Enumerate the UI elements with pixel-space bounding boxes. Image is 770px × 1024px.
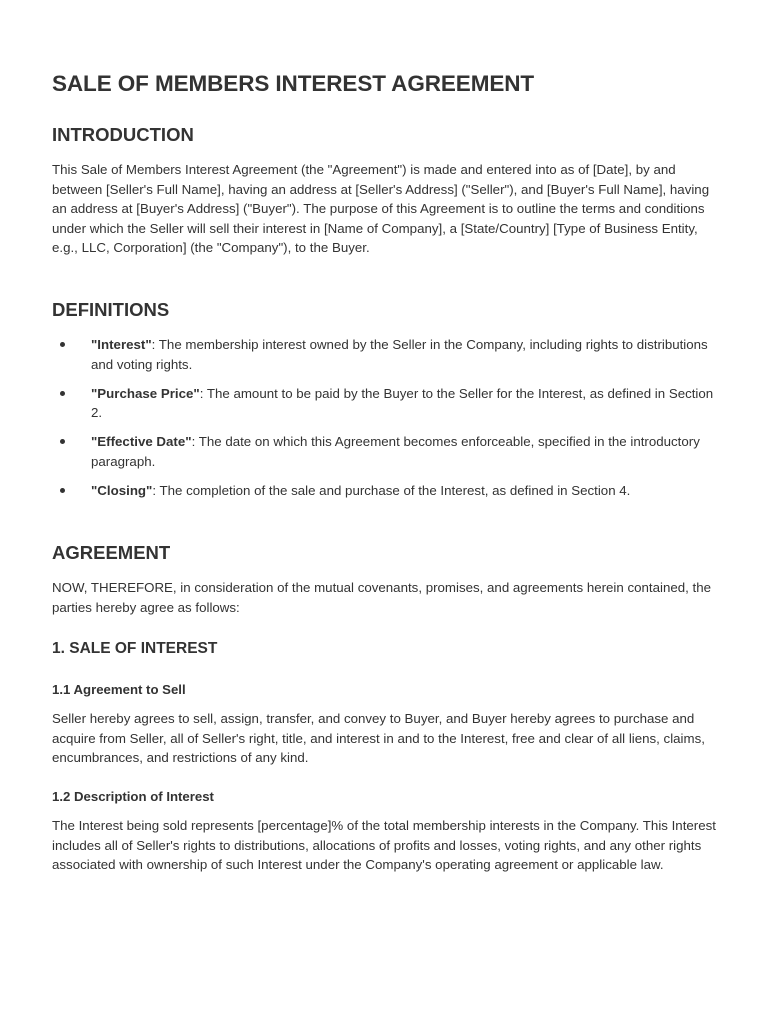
- bullet-icon: [60, 488, 65, 493]
- definition-item-closing: [52, 481, 724, 501]
- bullet-icon: [60, 439, 65, 444]
- definition-text: : The date on which this Agreement becomes enforceable, specified in the introductory paragraph.: [91, 434, 700, 469]
- definition-text: : The amount to be paid by the Buyer to the Seller for the Interest, as defined in Section 2.: [91, 385, 714, 420]
- document-title: SALE OF MEMBERS INTEREST AGREEMENT: [52, 71, 535, 96]
- introduction-heading: INTRODUCTION: [52, 124, 194, 145]
- section-1-2-paragraph: The Interest being sold represents [percentage]% of the total membership interests in the Company. This Interest includes all of Seller's rights to distributions, allocations of profits and losses, voting rights, and any other rights associated with ownership of such Interest under the Company's operating agreement or applicable law.: [52, 818, 716, 872]
- bullet-icon: [60, 342, 65, 347]
- definitions-heading: DEFINITIONS: [52, 299, 170, 320]
- definition-term: "Closing": [91, 482, 153, 498]
- definition-text: : The membership interest owned by the Seller in the Company, including rights to distributions and voting rights.: [91, 337, 708, 372]
- section-1-heading: 1. SALE OF INTEREST: [52, 640, 218, 657]
- definition-term: "Effective Date": [91, 434, 192, 449]
- definition-item-interest: [52, 335, 724, 374]
- definition-term: "Interest": [91, 337, 152, 352]
- definitions-list: [52, 335, 724, 510]
- definition-text: : The completion of the sale and purchase of the Interest, as defined in Section 4.: [152, 482, 631, 498]
- agreement-paragraph: NOW, THEREFORE, in consideration of the mutual covenants, promises, and agreements herein contained, the parties hereby agree as follows:: [52, 580, 712, 615]
- definition-item-purchase-price: [52, 384, 724, 423]
- section-1-2-heading: 1.2 Description of Interest: [52, 789, 214, 804]
- agreement-heading: AGREEMENT: [52, 542, 171, 563]
- definition-term: "Purchase Price": [91, 385, 200, 401]
- bullet-icon: [60, 391, 65, 396]
- section-1-1-heading: 1.1 Agreement to Sell: [52, 682, 186, 697]
- section-1-1-paragraph: Seller hereby agrees to sell, assign, transfer, and convey to Buyer, and Buyer hereby agrees to purchase and acquire from Seller, all of Seller's right, title, and interest in and to the Interest, free and clear of all liens, claims, encumbrances, and restrictions of any kind.: [52, 711, 705, 765]
- definition-item-effective-date: [52, 432, 724, 471]
- introduction-paragraph: This Sale of Members Interest Agreement (the "Agreement") is made and entered into as of [Date], by and between [Seller's Full Name], having an address at [Seller's Address] ("Seller"), and [Buyer's Full Name], having an address at [Buyer's Address] ("Buyer"). The purpose of this Agreement is to outline the terms and conditions under which the Seller will sell their interest in [Name of Company], a [State/Country] [Type of Business Entity, e.g., LLC, Corporation] (the "Company"), to the Buyer.: [52, 162, 710, 255]
